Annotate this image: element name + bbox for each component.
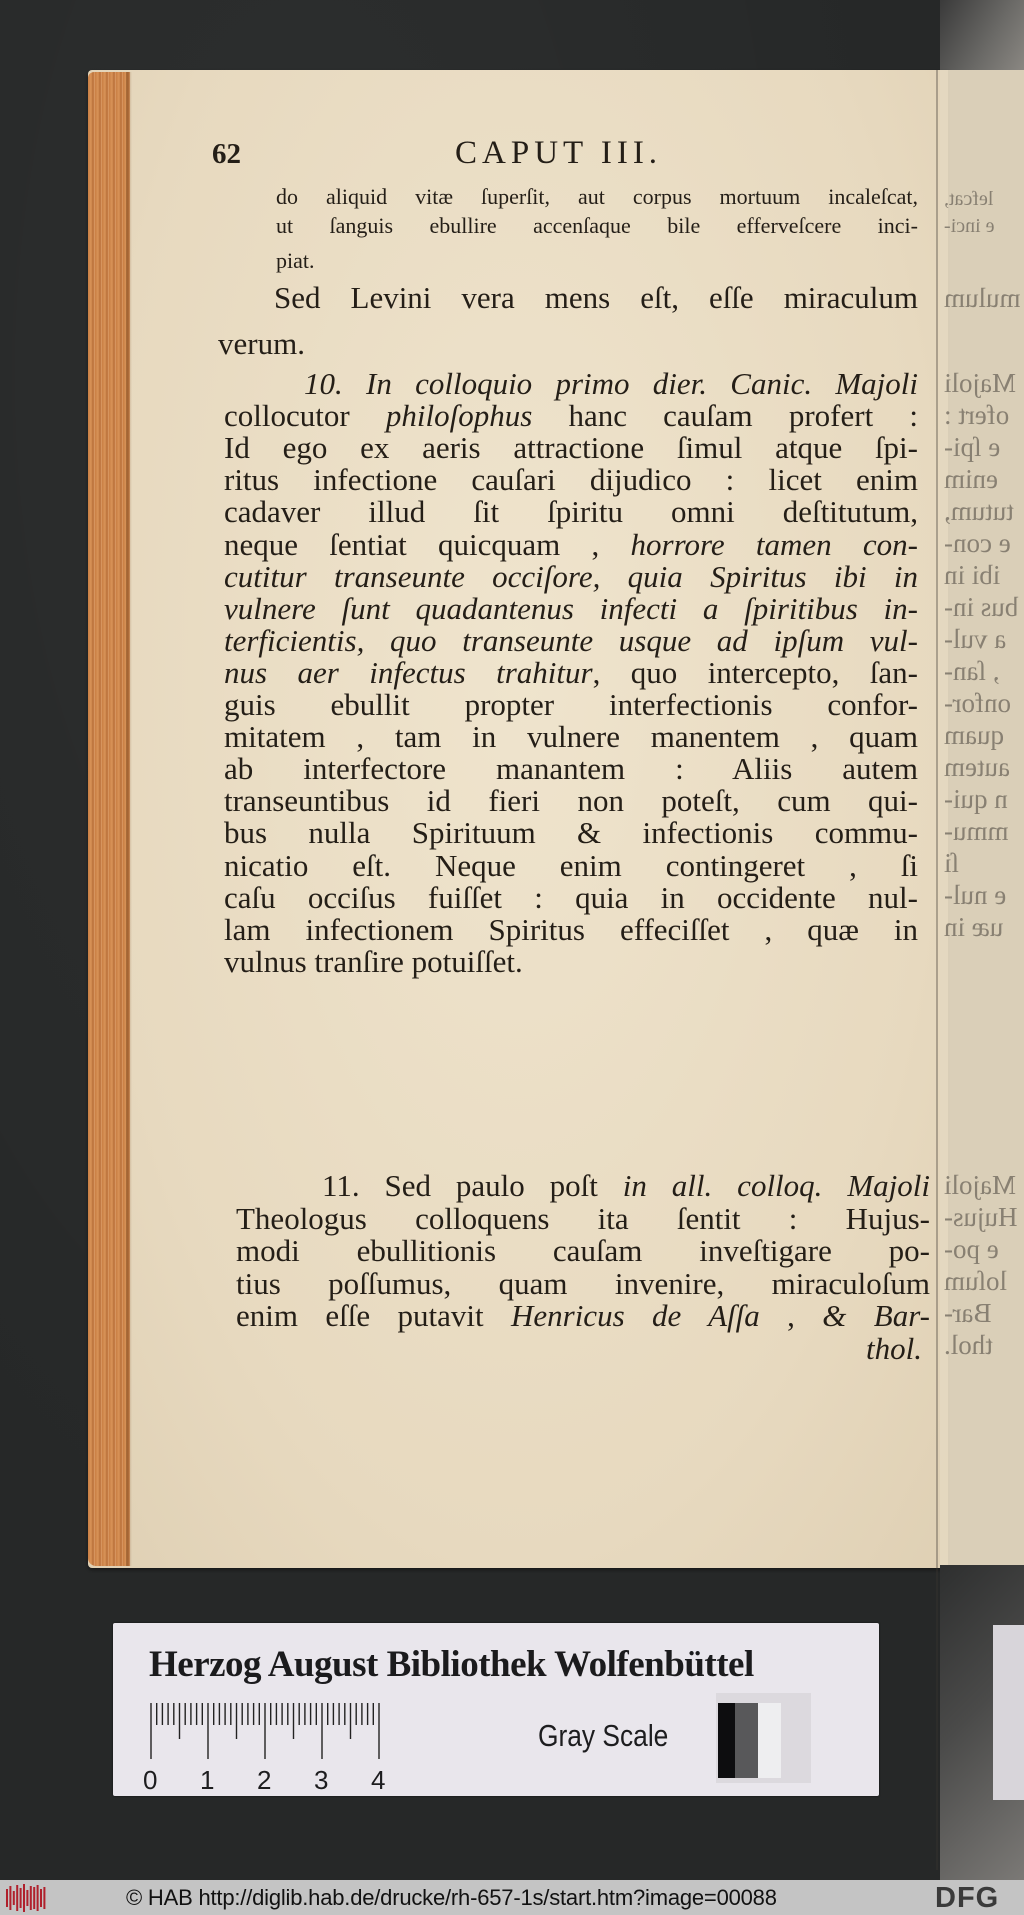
gray-scale-swatches <box>716 1693 811 1783</box>
mirrored-fragment: e nul- <box>944 880 1007 910</box>
mirrored-fragment: autem <box>944 752 1010 782</box>
roman-text: collocutor <box>224 398 386 434</box>
mirrored-fragment: ibi in <box>944 560 1001 590</box>
roman-text: ritus infectione cauſari dijudico : licet enim <box>224 462 918 498</box>
mirrored-fragment: ofert : <box>944 400 1010 430</box>
mirrored-fragment: Majoli <box>944 1170 1016 1200</box>
body-line <box>224 590 918 626</box>
ruler-label: 1 <box>200 1765 215 1795</box>
mirrored-fragment: e ſpi- <box>944 432 1001 462</box>
mirrored-fragment: mulum <box>944 283 1021 313</box>
body-line <box>224 654 919 690</box>
mirrored-fragment: n qui- <box>944 784 1008 814</box>
adjacent-card-edge <box>993 1625 1024 1800</box>
roman-text: guis ebullit propter interfectionis confor- <box>224 687 918 722</box>
body-line <box>866 1330 922 1366</box>
roman-text: , <box>759 1298 823 1333</box>
roman-text: enim eſſe putavit <box>236 1298 511 1333</box>
gray-scale-label: Gray Scale <box>538 1718 669 1753</box>
body-line <box>224 815 918 851</box>
page-number: 62 <box>212 138 241 170</box>
body-line <box>224 943 523 979</box>
body-line <box>224 751 918 787</box>
italic-text: & Bar- <box>822 1298 930 1333</box>
ruler-scale-icon <box>149 1703 385 1759</box>
swatch-black <box>718 1703 735 1778</box>
italic-text: 10. In colloquio primo dier. Canic. Majoli <box>304 366 918 401</box>
body-line <box>224 430 918 466</box>
body-line <box>224 462 918 498</box>
mirrored-fragment: bus in- <box>944 592 1019 622</box>
mirrored-fragment: mmu- <box>944 816 1009 846</box>
body-line <box>224 847 918 883</box>
roman-text: modi ebullitionis cauſam inveſtigare po- <box>236 1233 930 1268</box>
mirrored-fragment: , ſan- <box>944 656 1000 686</box>
mirrored-fragment: lefcat, <box>944 188 994 210</box>
body-line <box>224 622 918 658</box>
body-line <box>224 398 918 434</box>
roman-text: hanc cauſam profert : <box>532 398 918 434</box>
ruler-label: 4 <box>371 1765 386 1795</box>
italic-text: horrore tamen con- <box>630 526 918 562</box>
italic-text: Henricus de Aſſa <box>510 1298 760 1333</box>
roman-text: nicatio eſt. Neque enim contingeret , ſi <box>224 847 918 883</box>
roman-text: lam infectionem Spiritus effeciſſet , quæ in <box>224 911 918 947</box>
body-line <box>224 526 918 562</box>
mirrored-fragment: thol. <box>944 1330 993 1360</box>
dfg-logo: DFG <box>935 1882 1000 1914</box>
mirrored-fragment: ſi <box>944 848 960 878</box>
body-line <box>224 911 918 947</box>
body-line <box>236 1200 930 1236</box>
body-line <box>224 879 918 915</box>
italic-text: thol. <box>866 1330 922 1366</box>
italic-text: nus aer infectus trahitur <box>224 654 593 690</box>
ruler-label: 3 <box>314 1765 329 1795</box>
roman-text: ab interfectore manantem : Aliis autem <box>224 751 918 787</box>
roman-text: Id ego ex aeris attractione ſimul atque ſpi- <box>224 430 918 466</box>
mirrored-fragment: a vul- <box>944 624 1007 654</box>
body-line: verum. <box>218 326 305 361</box>
roman-text: neque ſentiat quicquam , <box>224 526 631 562</box>
roman-text: tius poſſumus, quam invenire, miraculoſum <box>236 1265 930 1301</box>
body-line <box>304 368 918 399</box>
body-line <box>224 783 918 819</box>
body-line <box>236 1300 930 1331</box>
mirrored-fragment: Hujus- <box>944 1202 1018 1232</box>
italic-text: cutitur transeunte occiſore, quia Spiritus ibi in <box>224 558 918 594</box>
mirrored-fragment: e po- <box>944 1234 999 1264</box>
ruler-label: 0 <box>143 1765 158 1795</box>
mirrored-fragment: enim <box>944 464 998 494</box>
roman-text: cadaver illud ſit ſpiritu omni deſtitutum, <box>224 494 918 530</box>
swatch-white <box>758 1703 781 1778</box>
roman-text: caſu occiſus fuiſſet : quia in occidente nul- <box>224 879 918 915</box>
mirrored-fragment: uæ in <box>944 912 1004 942</box>
glass-plate-edge <box>936 70 938 1870</box>
roman-text: transeuntibus id fieri non poteſt, cum qui- <box>224 783 918 819</box>
body-line <box>236 1235 930 1266</box>
italic-text: in all. colloq. Majoli <box>622 1168 930 1203</box>
italic-text: philoſophus <box>385 398 533 434</box>
mirrored-fragment: Majoli <box>944 368 1016 398</box>
institution-name: Herzog August Bibliothek Wolfenbüttel <box>149 1644 754 1685</box>
quote-line: ut ſanguis ebullire accenſaque bile efferveſcere inci- <box>276 213 918 238</box>
library-color-card <box>113 1623 879 1796</box>
footer-bar <box>0 1880 1024 1915</box>
body-line <box>224 719 918 755</box>
mirrored-fragment: loſum <box>944 1266 1008 1296</box>
ruler-label: 2 <box>257 1765 272 1795</box>
body-line <box>224 689 918 720</box>
running-head: CAPUT III. <box>455 135 663 171</box>
mirrored-fragment: tutum, <box>944 496 1014 526</box>
book-fore-edge <box>88 72 130 1566</box>
roman-text: 11. Sed paulo poſt <box>322 1168 623 1203</box>
italic-text: terficientis, quo transeunte usque ad ipſum vul- <box>224 622 918 658</box>
quote-line: piat. <box>276 248 315 273</box>
body-line <box>224 494 918 530</box>
mirrored-fragment: quam <box>944 720 1004 750</box>
roman-text: vulnus tranſire potuiſſet. <box>224 943 523 979</box>
mirrored-fragment: e inci- <box>944 215 995 237</box>
roman-text: Theologus colloquens ita ſentit : Hujus- <box>236 1200 930 1236</box>
body-line <box>224 558 918 594</box>
copyright-link[interactable]: © HAB http://diglib.hab.de/drucke/rh-657-1s/start.htm?image=00088 <box>126 1885 777 1910</box>
glass-plate-top <box>940 0 1024 70</box>
roman-text: mitatem , tam in vulnere manentem , quam <box>224 719 918 755</box>
italic-text: vulnere ſunt quadantenus infecti a ſpiritibus in- <box>224 590 918 626</box>
body-line <box>236 1265 930 1301</box>
roman-text: bus nulla Spirituum & infectionis commu- <box>224 815 918 851</box>
hab-logo-icon <box>5 1884 47 1912</box>
quote-line: do aliquid vitæ ſuperſit, aut corpus mortuum incaleſcat, <box>276 184 918 209</box>
fore-edge-shadow <box>126 72 132 1566</box>
body-line: Sed Levini vera mens eſt, eſſe miraculum <box>274 280 918 315</box>
mirrored-fragment: Bar- <box>944 1298 992 1328</box>
body-line <box>322 1170 930 1201</box>
roman-text: , quo intercepto, ſan- <box>592 654 919 690</box>
mirrored-fragment: e con- <box>944 528 1011 558</box>
swatch-gray <box>735 1703 758 1778</box>
mirrored-fragment: onfor- <box>944 688 1011 718</box>
